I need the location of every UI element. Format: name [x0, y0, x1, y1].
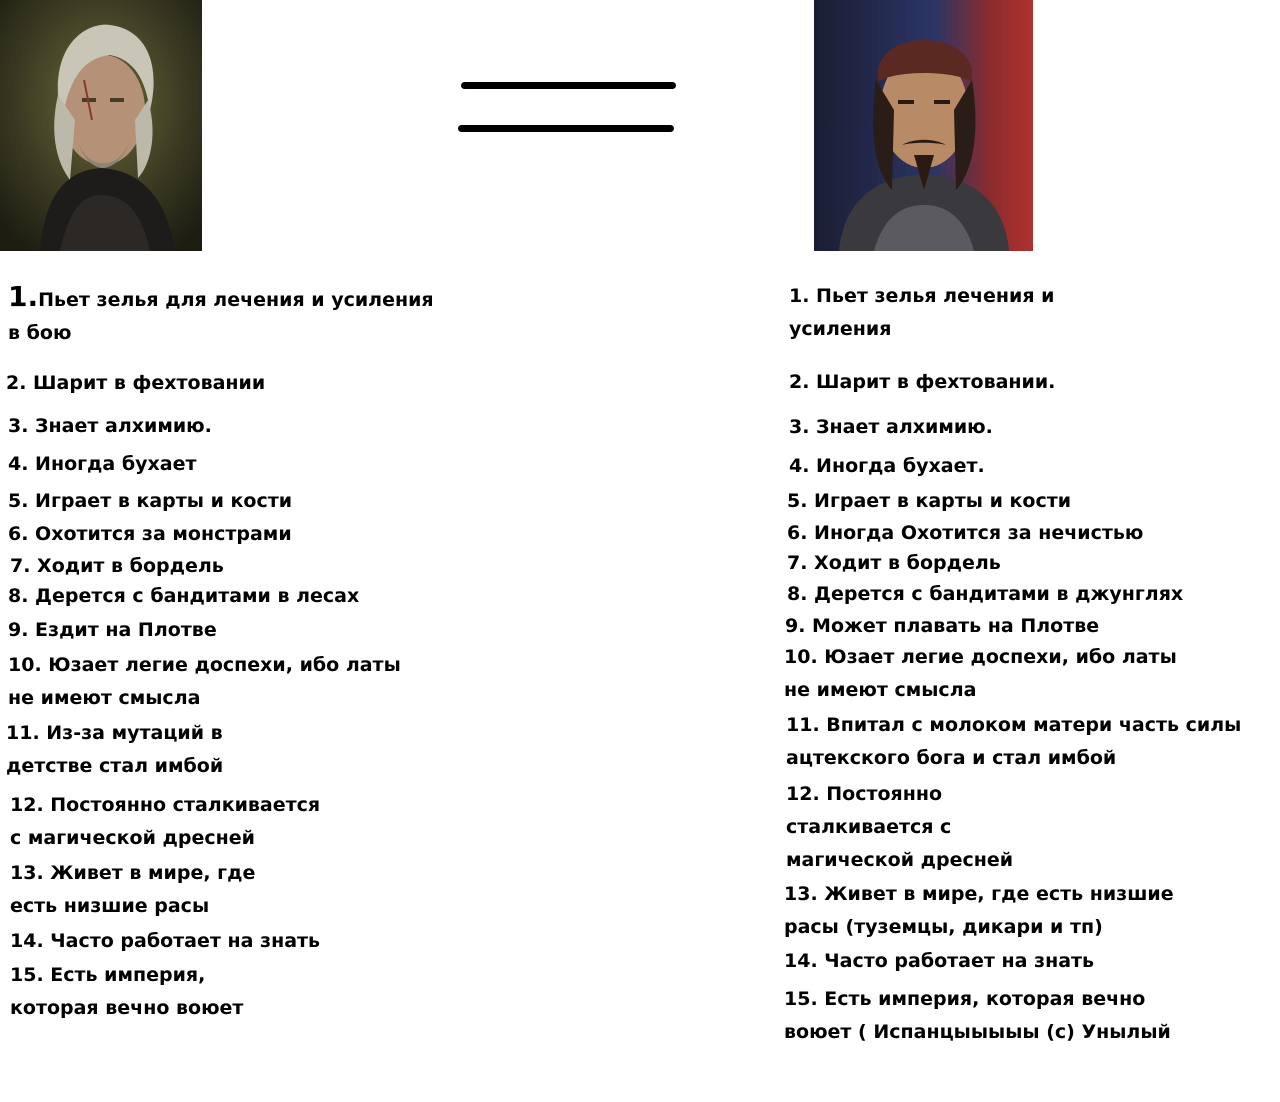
- left-item-1-number: 1.: [8, 280, 39, 313]
- left-item-10: 10. Юзает легие доспехи, ибо латы не имеют смысла: [8, 654, 401, 709]
- right-item-14: 14. Часто работает на знать: [784, 950, 1095, 972]
- left-item-15: 15. Есть империя, которая вечно воюет: [10, 964, 244, 1019]
- conquistador-portrait-icon: [814, 0, 1033, 251]
- right-item-11: 11. Впитал с молоком матери часть силы ацтекского бога и стал имбой: [786, 714, 1242, 769]
- right-item-13: 13. Живет в мире, где есть низшие расы (туземцы, дикари и тп): [784, 883, 1174, 938]
- left-item-11: 11. Из-за мутаций в детстве стал имбой: [6, 722, 224, 777]
- left-item-14: 14. Часто работает на знать: [10, 930, 321, 952]
- left-item-12: 12. Постоянно сталкивается с магической дресней: [10, 794, 321, 849]
- left-item-2: 2. Шарит в фехтовании: [6, 372, 266, 394]
- right-item-10: 10. Юзает легие доспехи, ибо латы не имеют смысла: [784, 646, 1177, 701]
- right-item-2: 2. Шарит в фехтовании.: [789, 371, 1056, 393]
- left-item-8: 8. Дерется с бандитами в лесах: [8, 585, 360, 607]
- right-item-4: 4. Иногда бухает.: [789, 455, 985, 477]
- right-item-7: 7. Ходит в бордель: [787, 552, 1001, 574]
- witcher-portrait-image: [0, 0, 202, 251]
- left-item-3: 3. Знает алхимию.: [8, 415, 212, 437]
- right-item-5: 5. Играет в карты и кости: [787, 490, 1072, 512]
- right-item-12: 12. Постоянно сталкивается с магической дресней: [786, 783, 1014, 871]
- right-item-8: 8. Дерется с бандитами в джунглях: [787, 583, 1184, 605]
- left-item-5: 5. Играет в карты и кости: [8, 490, 293, 512]
- left-item-13: 13. Живет в мире, где есть низшие расы: [10, 862, 256, 917]
- right-item-3: 3. Знает алхимию.: [789, 416, 993, 438]
- equals-sign-top-bar: [461, 82, 676, 89]
- left-item-1: [8, 280, 434, 350]
- right-item-6: 6. Иногда Охотится за нечистью: [787, 522, 1144, 544]
- left-item-4: 4. Иногда бухает: [8, 453, 197, 475]
- left-item-1-text: Пьет зелья для лечения и усиления в бою: [8, 289, 434, 344]
- right-item-15: 15. Есть империя, которая вечно воюет ( Испанцыыыыы (с) Унылый: [784, 988, 1171, 1043]
- right-item-9: 9. Может плавать на Плотве: [785, 615, 1100, 637]
- left-item-6: 6. Охотится за монстрами: [8, 523, 292, 545]
- witcher-portrait-icon: [0, 0, 202, 251]
- left-item-9: 9. Ездит на Плотве: [8, 619, 217, 641]
- right-item-1: 1. Пьет зелья лечения и усиления: [789, 285, 1055, 340]
- conquistador-portrait-image: [814, 0, 1033, 251]
- equals-sign-bottom-bar: [458, 125, 674, 132]
- left-item-7: 7. Ходит в бордель: [10, 555, 224, 577]
